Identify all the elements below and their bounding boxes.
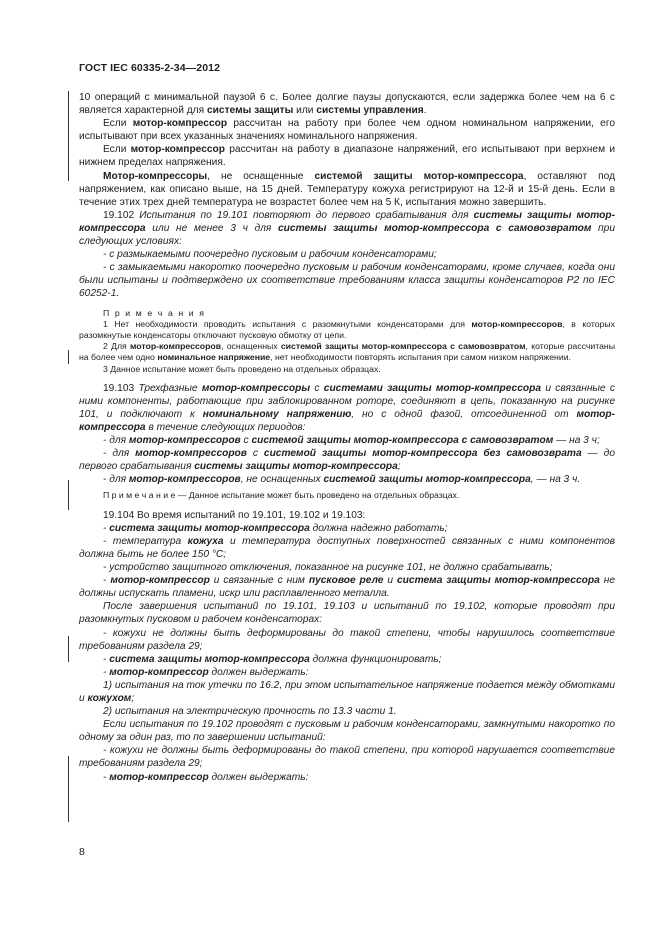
text-run: , не оснащенных [240, 474, 324, 486]
text-run: 2 Для [103, 341, 130, 352]
body-paragraph [79, 447, 615, 473]
text-run: - [103, 575, 111, 587]
text-run: , не оснащенные [207, 170, 315, 182]
body-paragraph [79, 209, 615, 248]
body-paragraph [79, 679, 615, 705]
text-run: 19.104 Во время испытаний по 19.101, 19.102 и 19.103: [103, 509, 366, 521]
text-run: в течение следующих периодов: [145, 422, 306, 433]
text-run: - устройство защитного отключения, показанное на рисунке 101, не должно срабатывать; [103, 562, 553, 574]
spacer [79, 375, 615, 382]
defined-term: системой защиты мотор-компрессора [323, 474, 531, 486]
body-paragraph [79, 91, 615, 117]
change-bar [68, 350, 69, 364]
text-run: — на 3 ч; [553, 435, 600, 447]
text-run: не должны испускать пламени, искр или расплавленного металла. [79, 575, 615, 600]
defined-term: системы защиты мотор-компрессора [79, 209, 615, 234]
text-run: - для [103, 474, 129, 486]
note-paragraph [79, 341, 615, 363]
note-paragraph [79, 490, 615, 501]
text-run: 1) испытания на ток утечки по 16.2, при этом испытательное напряжение подается между обмотками и [79, 679, 615, 704]
text-run: должен выдержать: [208, 666, 309, 678]
defined-term: номинальное напряжение [157, 352, 271, 363]
text-run: Если испытания по 19.102 проводят с пусковым и рабочим конденсаторами, замкнутыми накоротко по одному за один раз, то по завершении испытаний: [79, 719, 615, 744]
document-body [79, 91, 615, 784]
defined-term: системы защиты мотор-компрессора [194, 461, 398, 473]
defined-term: мотор-компрессоров [128, 474, 241, 486]
text-run: - кожухи не должны быть деформированы до такой степени, чтобы нарушилось соответствие требованиям раздела 29; [79, 627, 615, 652]
text-run: Если [103, 118, 133, 130]
text-run: с [310, 382, 324, 394]
text-run: Трехфазные [138, 382, 202, 394]
defined-term: система защиты мотор-компрессора [109, 522, 310, 534]
change-bar [68, 91, 69, 181]
body-paragraph [79, 434, 615, 447]
body-paragraph [79, 600, 615, 626]
text-run: при следующих условиях: [79, 222, 615, 248]
defined-term: мотор-компрессор [132, 118, 228, 130]
text-run: , оснащенных [221, 341, 281, 352]
page-number: 8 [79, 846, 85, 858]
body-paragraph [79, 143, 615, 169]
body-paragraph [79, 170, 615, 209]
body-paragraph [79, 627, 615, 653]
text-run: ; [131, 692, 135, 704]
text-run: - с замыкаемыми накоротко поочередно пусковым и рабочим конденсаторами, кроме случаев, когда они были испытаны и подтверждено их соответствие требованиям класса защиты конденсаторов P2 по IEC 60252-1. [79, 262, 615, 300]
defined-term: мотор-компрессоров [135, 448, 247, 460]
notes-heading [79, 308, 615, 319]
text-run: или [293, 105, 317, 117]
spacer [79, 502, 615, 509]
standard-header: ГОСТ IEC 60335-2-34—2012 [79, 62, 221, 74]
spacer [79, 301, 615, 308]
defined-term: системами защиты мотор-компрессора [323, 382, 542, 394]
text-run: должна функционировать; [309, 653, 442, 665]
text-run: с [246, 448, 264, 460]
text-run: - [103, 771, 110, 783]
text-run: или не менее 3 ч для [145, 222, 279, 234]
defined-term: системой защиты мотор-компрессора без самовозврата [263, 448, 582, 460]
defined-term: мотор-компрессоров [128, 435, 241, 447]
change-bar [68, 756, 69, 822]
text-run: 19.103 [103, 382, 139, 394]
body-paragraph [79, 248, 615, 261]
defined-term: системой защиты мотор-компрессора с самовозвратом [280, 341, 526, 352]
text-run: , оставляют под напряжением, как описано выше, на 15 дней. Температуру кожуха регистрируют на 12-й и 15-й день. Если в течение этих трех дней температура не возрастет более чем на 5 К, испытания можно завершить. [79, 170, 616, 208]
body-paragraph [79, 705, 615, 718]
text-run: должна надежно работать; [309, 522, 448, 534]
body-paragraph [79, 744, 615, 770]
body-paragraph [79, 117, 615, 143]
defined-term: номинальному напряжению [202, 408, 352, 420]
text-run: , которые рассчитаны на более чем одно [79, 341, 615, 363]
body-paragraph [79, 261, 615, 300]
text-run: - [103, 653, 110, 665]
defined-term: системой защиты мотор-компрессора с самовозвратом [251, 435, 554, 447]
text-run: - для [103, 435, 129, 447]
body-paragraph [79, 771, 615, 784]
body-paragraph [79, 473, 615, 486]
defined-term: Мотор-компрессоры [103, 170, 208, 182]
note-paragraph [79, 364, 615, 375]
body-paragraph [79, 666, 615, 679]
defined-term: кожуха [187, 535, 224, 547]
defined-term: мотор-компрессор [110, 575, 210, 587]
text-run: 19.102 [103, 209, 140, 221]
text-run: - [103, 666, 110, 678]
text-run: П р и м е ч а н и я [103, 307, 206, 318]
text-run: , но с одной фазой, отсоединенной от [351, 408, 577, 420]
text-run: с [240, 435, 252, 447]
text-run: 2) испытания на электрическую прочность по 13.3 части 1. [103, 706, 397, 718]
body-paragraph [79, 382, 615, 434]
text-run: - кожухи не должны быть деформированы до такой степени, при которой нарушается соответствие требованиям раздела 29; [79, 745, 615, 770]
text-run: ; [397, 461, 401, 473]
defined-term: мотор-компрессора [79, 408, 616, 433]
change-bar [68, 636, 69, 662]
text-run: , в которых разомкнутые конденсаторы отключают пусковую обмотку от цепи. [79, 318, 616, 340]
text-run: 3 Данное испытание может быть проведено на отдельных образцах. [103, 363, 381, 374]
text-run: рассчитан на работу в диапазоне напряжений, его испытывают при верхнем и нижнем пределах напряжения. [79, 144, 616, 169]
defined-term: мотор-компрессоры [201, 382, 311, 394]
defined-term: мотор-компрессор [109, 771, 209, 783]
text-run: рассчитан на работу при более чем одном номинальном напряжении, его испытывают при всех указанных значениях номинального напряжения. [79, 118, 615, 143]
defined-term: системы защиты [206, 105, 294, 117]
text-run: - [103, 522, 110, 534]
body-paragraph [79, 522, 615, 535]
change-bar [68, 480, 69, 510]
defined-term: система защиты мотор-компрессора [109, 653, 310, 665]
text-run: . [423, 105, 427, 117]
defined-term: мотор-компрессор [130, 144, 225, 156]
body-paragraph [79, 653, 615, 666]
text-run: - с размыкаемыми поочередно пусковым и рабочим конденсаторами; [103, 249, 437, 261]
text-run: - температура [103, 535, 188, 547]
text-run: Испытания по 19.101 повторяют до первого срабатывания для [139, 209, 474, 221]
body-paragraph [79, 718, 615, 744]
text-run: и связанные с ним [209, 575, 309, 587]
text-run: 10 операций с минимальной паузой 6 с. Более долгие паузы допускаются, если задержка более чем на 6 с является характерной для [79, 92, 615, 117]
text-run: и [383, 575, 398, 587]
defined-term: системой защиты мотор-компрессора [314, 170, 524, 182]
defined-term: мотор-компрессоров [129, 341, 222, 352]
text-run: Если [103, 144, 131, 156]
body-paragraph [79, 535, 615, 561]
defined-term: пусковое реле [308, 575, 384, 587]
text-run: , нет необходимости повторять испытания при самом низком напряжении. [270, 352, 571, 363]
text-run: — до первого срабатывания [79, 448, 615, 473]
text-run: , — на 3 ч. [530, 474, 581, 486]
text-run: - для [103, 448, 136, 460]
text-run: После завершения испытаний по 19.101, 19.103 и испытаний по 19.102, которые проводят при разомкнутых пусковом и рабочем конденсаторах: [79, 601, 615, 626]
text-run: 1 Нет необходимости проводить испытания с разомкнутыми конденсаторами для [103, 318, 472, 329]
defined-term: мотор-компрессоров [471, 318, 563, 329]
text-run: П р и м е ч а н и е — Данное испытание может быть проведено на отдельных образцах. [103, 490, 460, 501]
body-paragraph [79, 509, 615, 522]
defined-term: системы управления [316, 105, 424, 117]
defined-term: кожухом [87, 692, 132, 704]
note-paragraph [79, 319, 615, 341]
body-paragraph [79, 561, 615, 574]
text-run: и температура доступных поверхностей связанных с ними компонентов должна быть не более 150 °С; [79, 535, 615, 560]
defined-term: система защиты мотор-компрессора [397, 575, 600, 587]
body-paragraph [79, 574, 615, 600]
defined-term: системы защиты мотор-компрессора с самовозвратом [278, 222, 592, 234]
text-run: и связанные с ними компоненты, работающие при заблокированном роторе, соединяют в цепь, показанную на рисунке 101, и подключают к [79, 382, 615, 420]
text-run: должен выдержать: [208, 771, 309, 783]
defined-term: мотор-компрессор [109, 666, 209, 678]
